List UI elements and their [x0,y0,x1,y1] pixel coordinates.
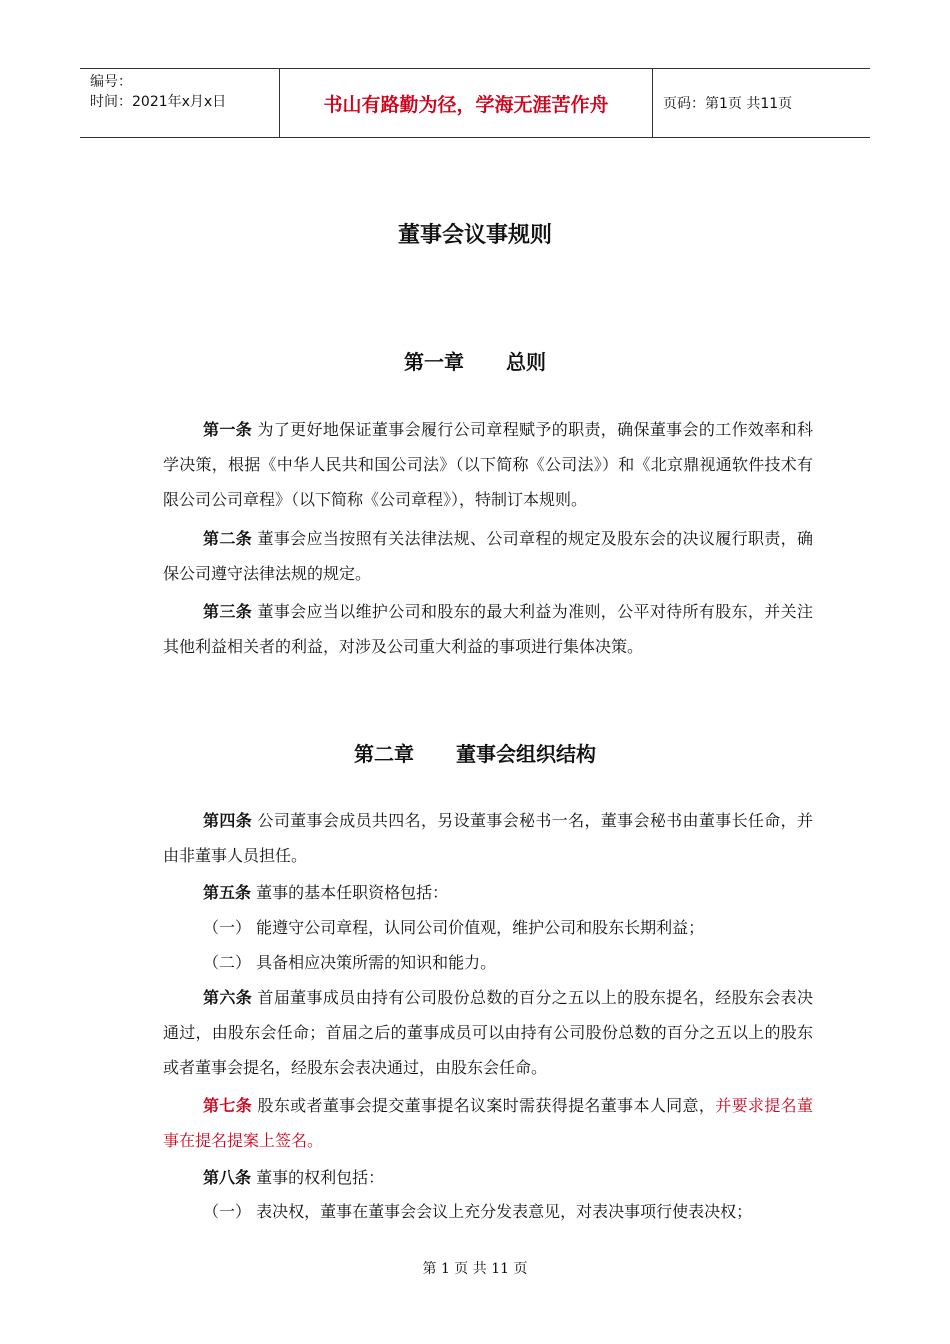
article-5 [163,875,813,910]
document-title: 董事会议事规则 [397,223,552,248]
article-label: 第五条 [203,883,252,902]
article-5-item-2 [163,945,813,980]
item-number: （一） [203,1202,252,1221]
header-page-info: 页码：第1页 共11页 [663,96,793,112]
header-motto: 书山有路勤为径，学海无涯苦作舟 [280,69,653,137]
article-label: 第二条 [203,529,253,548]
chapter-number: 第一章 [404,350,464,374]
item-text: 能遵守公司章程，认同公司价值观，维护公司和股东长期利益； [256,918,705,937]
chapter-name: 总则 [506,350,546,374]
article-5-item-1 [163,910,813,945]
article-label: 第四条 [203,811,253,830]
article-2 [163,521,813,591]
article-text-highlight: 并要求提名董事在提名提案上签名。 [163,1096,813,1150]
article-text: 为了更好地保证董事会履行公司章程赋予的职责，确保董事会的工作效率和科学决策，根据《中华人民共和国公司法》（以下简称《公司法》）和《北京鼎视通软件技术有限公司公司章程》（以下简称《公司章程》），特制订本规则。 [163,420,813,509]
article-label: 第七条 [203,1096,253,1115]
article-8 [163,1160,813,1195]
article-text: 董事会应当以维护公司和股东的最大利益为准则，公平对待所有股东，并关注其他利益相关者的利益，对涉及公司重大利益的事项进行集体决策。 [163,602,813,656]
page-header [80,68,870,138]
article-3 [163,594,813,664]
article-1 [163,412,813,517]
article-label: 第八条 [203,1168,252,1187]
article-text: 公司董事会成员共四名，另设董事会秘书一名，董事会秘书由董事长任命，并由非董事人员担任。 [163,811,813,865]
article-4 [163,803,813,873]
item-number: （一） [203,918,252,937]
article-7 [163,1088,813,1158]
chapter-number: 第二章 [354,742,414,766]
article-label: 第一条 [203,420,253,439]
item-text: 具备相应决策所需的知识和能力。 [256,953,497,972]
page-footer: 第 1 页 共 11 页 [422,1261,528,1277]
article-text: 董事的基本任职资格包括： [256,883,449,902]
article-text: 股东或者董事会提交董事提名议案时需获得提名董事本人同意， [257,1096,716,1115]
date-label: 时间：2021年x月x日 [90,94,227,110]
header-meta [80,69,280,137]
article-8-item-1 [163,1194,813,1229]
chapter-name: 董事会组织结构 [456,742,596,766]
article-text: 董事会应当按照有关法律法规、公司章程的规定及股东会的决议履行职责，确保公司遵守法律法规的规定。 [163,529,813,583]
article-text: 董事的权利包括： [256,1168,385,1187]
chapter-heading-1 [0,346,950,375]
article-label: 第三条 [203,602,253,621]
item-text: 表决权，董事在董事会会议上充分发表意见，对表决事项行使表决权； [256,1202,753,1221]
number-label: 编号： [90,74,132,90]
article-label: 第六条 [203,988,253,1007]
article-text: 首届董事成员由持有公司股份总数的百分之五以上的股东提名，经股东会表决通过，由股东会任命；首届之后的董事成员可以由持有公司股份总数的百分之五以上的股东或者董事会提名，经股东会表决通过，由股东会任命。 [163,988,813,1077]
chapter-heading-2 [0,738,950,767]
article-6 [163,980,813,1085]
item-number: （二） [203,953,252,972]
